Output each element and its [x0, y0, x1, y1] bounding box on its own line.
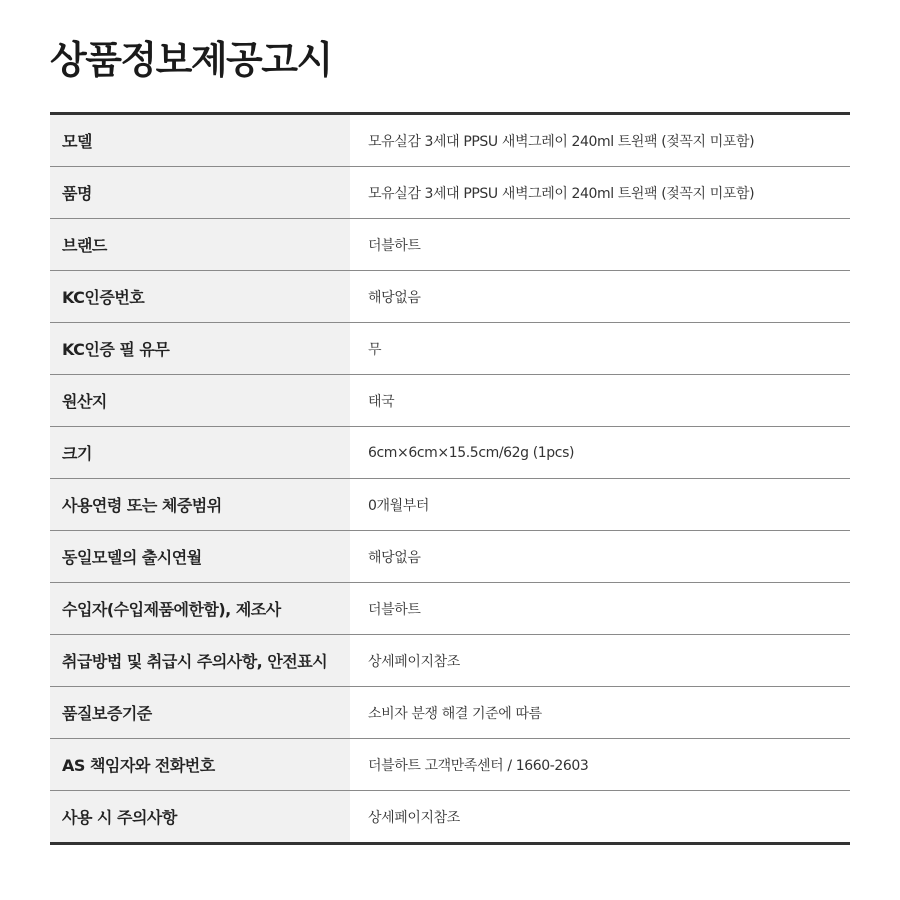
table-row-usage-caution	[50, 791, 850, 844]
table-row-kc-cert-number	[50, 271, 850, 323]
row-label: 동일모델의 출시연월	[50, 531, 350, 583]
row-value: 더블하트 고객만족센터 / 1660-2603	[350, 739, 850, 791]
row-value: 태국	[350, 375, 850, 427]
table-row-origin	[50, 375, 850, 427]
table-row-release-date	[50, 531, 850, 583]
table-row-handling	[50, 635, 850, 687]
row-label: 품명	[50, 167, 350, 219]
row-value: 해당없음	[350, 271, 850, 323]
table-row-warranty	[50, 687, 850, 739]
row-label: 품질보증기준	[50, 687, 350, 739]
row-label: KC인증 필 유무	[50, 323, 350, 375]
row-value: 더블하트	[350, 219, 850, 271]
row-label: 원산지	[50, 375, 350, 427]
row-value: 모유실감 3세대 PPSU 새벽그레이 240ml 트윈팩 (젖꼭지 미포함)	[350, 114, 850, 167]
row-value: 소비자 분쟁 해결 기준에 따름	[350, 687, 850, 739]
table-row-size	[50, 427, 850, 479]
row-value: 6cm×6cm×15.5cm/62g (1pcs)	[350, 427, 850, 479]
row-value: 상세페이지참조	[368, 809, 460, 826]
row-value: 모유실감 3세대 PPSU 새벽그레이 240ml 트윈팩 (젖꼭지 미포함)	[350, 167, 850, 219]
row-value: 상세페이지참조	[350, 635, 850, 687]
table-row-as-contact	[50, 739, 850, 791]
row-label: 크기	[50, 427, 350, 479]
row-value: 더블하트	[350, 583, 850, 635]
row-value: 무	[350, 323, 850, 375]
row-value: 0개월부터	[350, 479, 850, 531]
row-label: 사용 시 주의사항	[50, 791, 350, 844]
product-info-table	[50, 112, 850, 845]
row-label: 취급방법 및 취급시 주의사항, 안전표시	[50, 635, 350, 687]
table-row-age-range	[50, 479, 850, 531]
table-row-kc-cert-status	[50, 323, 850, 375]
row-label: 브랜드	[50, 219, 350, 271]
row-label: AS 책임자와 전화번호	[50, 739, 350, 791]
row-label: 사용연령 또는 체중범위	[50, 479, 350, 531]
row-value: 해당없음	[350, 531, 850, 583]
page-title: 상품정보제공고시	[50, 38, 332, 82]
table-row-importer-manufacturer	[50, 583, 850, 635]
table-row-product-name	[50, 167, 850, 219]
row-label: 수입자(수입제품에한함), 제조사	[50, 583, 350, 635]
table-row-brand	[50, 219, 850, 271]
table-row-model	[50, 114, 850, 167]
row-label: KC인증번호	[50, 271, 350, 323]
row-label: 모델	[50, 114, 350, 167]
